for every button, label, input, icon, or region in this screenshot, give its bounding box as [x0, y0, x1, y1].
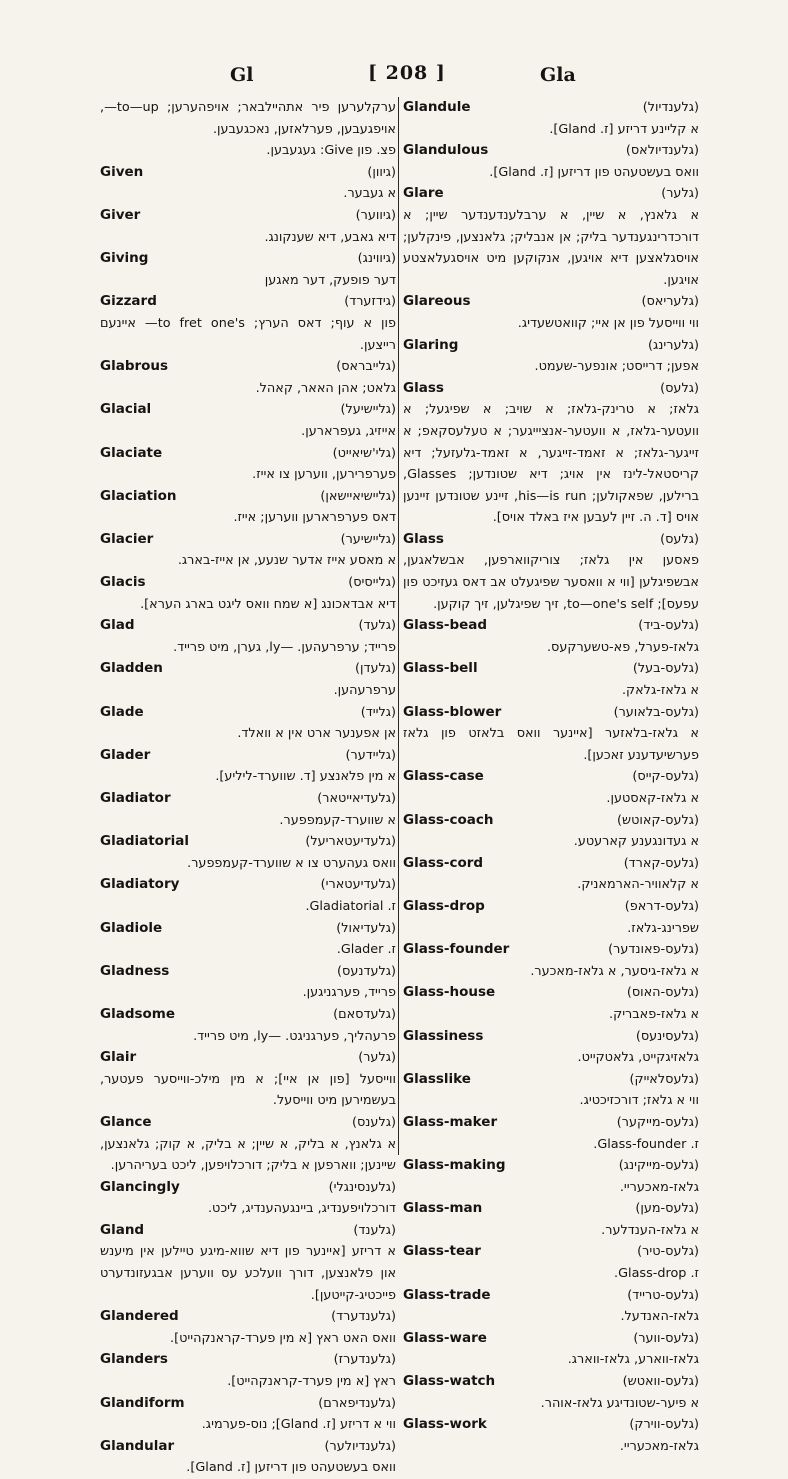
- entry-headword: Glass-maker: [403, 1113, 498, 1130]
- dictionary-entry: [403, 1414, 699, 1457]
- dictionary-entry: [100, 486, 396, 529]
- entry-headword: Gladness: [100, 962, 170, 979]
- entry-headword: Glass-work: [403, 1416, 487, 1433]
- dictionary-entry: [100, 1306, 396, 1349]
- entry-definition: פרייד; ערפרעהען. —ly, גערן, מיט פרייד.: [173, 639, 396, 655]
- entry-pronunciation: (גלעדיעטארי): [320, 877, 396, 893]
- entry-pronunciation: (גיווינג): [357, 251, 396, 267]
- dictionary-entry: [403, 529, 699, 615]
- entry-headword: Glass-man: [403, 1200, 483, 1217]
- entry-headword: Glass-coach: [403, 811, 494, 828]
- entry-headword: Gladden: [100, 660, 163, 677]
- entry-headword: Glass-case: [403, 768, 484, 785]
- entry-headword: Glass-watch: [403, 1373, 496, 1390]
- entry-headword: Glacier: [100, 530, 154, 547]
- entry-definition: ווייסעל [פון אן איי]; א מין מילכ-ווייסער פעטער, בעשמירען מיט ווייסעל.: [100, 1071, 396, 1109]
- entry-definition: פרעהליך, פערגניגט. —ly, מיט פרייד.: [193, 1028, 396, 1044]
- entry-headword: Gladiole: [100, 919, 163, 936]
- entry-headword: Gizzard: [100, 293, 157, 310]
- dictionary-entry: [100, 291, 396, 356]
- dictionary-entry: [100, 443, 396, 486]
- entry-definition: א קלאוויר-הארמאניק.: [577, 877, 699, 893]
- entry-pronunciation: (גלייד): [360, 704, 396, 720]
- entry-headword: Glassiness: [403, 1027, 484, 1044]
- entry-headword: Glacis: [100, 574, 146, 591]
- entry-definition: א פיער-שטונדיגע גלאז-אוהר.: [540, 1395, 699, 1411]
- entry-definition: אייזיג, געפרארען.: [301, 423, 396, 439]
- entry-pronunciation: (גלעס-טרייד): [627, 1287, 699, 1303]
- entry-definition: גלאז-מאכעריי.: [619, 1179, 699, 1195]
- entry-headword: Glass: [403, 530, 444, 547]
- entry-definition: גלאז; א טרינק-גלאז; א שויב; א שפיגעל; א וועטער-גלאז, א וועטער-אנציייגער; א טעלעסקאפ; א זייגער-גלאז; א זאמד-זייגער, א זאמד-גלעזעל; דיא קריסטאל-לינז אין אויג; דיא שטונדען; Glasses, ברילען, שפאקולען; his—is run, זיינע שטונדען זיינען אויס [ד. ה. זיין לעבען איז באלד אויס].: [403, 402, 700, 526]
- entry-definition: ווי א גלאז; דורכזיכטיג.: [579, 1093, 699, 1109]
- entry-definition: ווי א דריזע [ז. Gland]; נוס-פערמיג.: [201, 1417, 396, 1433]
- entry-pronunciation: (גלענדיפארם): [318, 1395, 396, 1411]
- entry-pronunciation: (גלעסלאייק): [629, 1071, 699, 1087]
- entry-headword: Giver: [100, 206, 141, 223]
- entry-pronunciation: (גלערינג): [647, 337, 699, 353]
- entry-definition: וואס האט ראץ [א מין פערד-קראנקהייט].: [170, 1330, 396, 1346]
- entry-definition: א גלאנץ, א בליק, א שיין; א בליק, א קוק; גלאנצען, שיינען; ווארפען א בליק; דורכלויפען, ליכט בעריהרען.: [100, 1136, 396, 1174]
- dictionary-entry: [403, 658, 699, 701]
- entry-pronunciation: (גלעס-בלאוער): [613, 704, 699, 720]
- dictionary-entry: [100, 702, 396, 745]
- entry-headword: Glass-bell: [403, 660, 478, 677]
- entry-pronunciation: (גלער): [358, 1050, 396, 1066]
- dictionary-entry: [403, 702, 699, 767]
- entry-pronunciation: (גלעס-טיר): [637, 1244, 699, 1260]
- dictionary-entry: [100, 572, 396, 615]
- entry-headword: Glandulous: [403, 142, 489, 159]
- entry-definition: א גלאז-גיסער, א גלאז-מאכער.: [530, 963, 699, 979]
- entry-definition: דאס פערפרארען ווערען; אייז.: [233, 510, 396, 526]
- entry-pronunciation: (גלענדיולאס): [625, 143, 699, 159]
- entry-definition: א גלאז-הענדלער.: [601, 1222, 699, 1238]
- entry-headword: Glass-bead: [403, 617, 488, 634]
- entry-definition: פרייד, פערגניגען.: [302, 985, 396, 1001]
- entry-pronunciation: (גלעסינעס): [635, 1028, 699, 1044]
- entry-definition: א גלאז-פאבריק.: [609, 1006, 699, 1022]
- entry-definition: גלאז-ווארע, גלאז-ווארג.: [567, 1352, 699, 1368]
- dictionary-entry: [100, 1047, 396, 1112]
- entry-definition: א געדונגענע קארעטע.: [573, 834, 699, 850]
- entry-headword: Glareous: [403, 293, 471, 310]
- entry-headword: Giving: [100, 250, 149, 267]
- dictionary-entry: [403, 1198, 699, 1241]
- dictionary-entry: [403, 335, 699, 378]
- entry-definition: ז. Glass-founder.: [593, 1136, 699, 1152]
- entry-definition: א קליינע דריזע [ז. Gland].: [549, 121, 699, 137]
- entry-headword: Glader: [100, 746, 151, 763]
- left-column: [100, 97, 396, 1476]
- dictionary-entry: [403, 140, 699, 183]
- entry-headword: Glacial: [100, 401, 152, 418]
- entry-pronunciation: (גלעס-קארד): [623, 855, 699, 871]
- entry-pronunciation: (גלעס-דראפ): [624, 898, 699, 914]
- right-column: [403, 97, 700, 1454]
- entry-pronunciation: (גלעריאס): [641, 294, 699, 310]
- entry-pronunciation: (גידזערד): [344, 294, 396, 310]
- dictionary-entry: [100, 248, 396, 291]
- dictionary-entry: [100, 399, 396, 442]
- dictionary-entry: [100, 745, 396, 788]
- entry-definition: פון א עוף; דאס הערץ; to fret one's— איינעם רייצען.: [100, 315, 396, 353]
- entry-definition: א מין פלאנצע [ד. שווערד-ליליע].: [215, 769, 396, 785]
- entry-headword: Glass-ware: [403, 1329, 487, 1346]
- entry-headword: Glass-house: [403, 984, 496, 1001]
- dictionary-entry: [403, 378, 699, 529]
- entry-pronunciation: (גלעד): [358, 618, 396, 634]
- page-number: [ 208 ]: [368, 62, 446, 84]
- entry-definition: וואס בעשטעהט פון דריזען [ז. Gland].: [186, 1460, 396, 1476]
- dictionary-entry: [100, 162, 396, 205]
- entry-definition: גלאז-מאכעריי.: [619, 1438, 699, 1454]
- entry-pronunciation: (גלענד): [353, 1222, 396, 1238]
- entry-pronunciation: (גליידער): [345, 747, 396, 763]
- dictionary-entry: [403, 1328, 699, 1371]
- dictionary-entry: [403, 615, 699, 658]
- entry-headword: Glandule: [403, 99, 471, 115]
- dictionary-entry: [403, 1285, 699, 1328]
- entry-definition: דורכלויפענדיג, ביינגעהענדיג, ליכט.: [207, 1201, 396, 1217]
- entry-pronunciation: (גלעס-וואטש): [622, 1374, 699, 1390]
- entry-headword: Gladiatorial: [100, 833, 189, 850]
- entry-definition: אפען; דרייסט; אונפער-שעמט.: [534, 359, 699, 375]
- entry-pronunciation: (גלעדסאם): [333, 1006, 396, 1022]
- entry-headword: Gladiator: [100, 790, 171, 806]
- entry-definition: ז. Gladiatorial.: [305, 898, 396, 914]
- entry-headword: Glade: [100, 703, 144, 720]
- dictionary-entry: [100, 97, 396, 140]
- entry-headword: Glare: [403, 185, 444, 202]
- page-header: [100, 60, 700, 90]
- entry-definition: פאסען אין גלאז; צוריקווארפען, אבשלאגען, אבשפיגלען [ווי א וואסער שפיגעלט אב דאס געזיכט פון עפעס]; to—one's self, זיך שפיגלען, זיך קוקען.: [403, 553, 699, 612]
- entry-pronunciation: (גיוון): [367, 164, 396, 180]
- dictionary-entry: [100, 788, 396, 831]
- dictionary-entry: [403, 1155, 699, 1198]
- entry-headword: Glass-drop: [403, 897, 485, 914]
- header-left-guide: Gl: [230, 64, 254, 86]
- dictionary-entry: [100, 615, 396, 658]
- entry-definition: א מאסע אייז אדער שנעע, אן אייז-בארג.: [177, 553, 396, 569]
- dictionary-entry: [403, 1241, 699, 1284]
- entry-headword: Glass-tear: [403, 1243, 481, 1260]
- entry-definition: א שווערד-קעמפפער.: [279, 812, 396, 828]
- entry-pronunciation: (גלעדיאול): [336, 920, 396, 936]
- dictionary-entry: [403, 1026, 699, 1069]
- entry-headword: Gladiatory: [100, 876, 180, 893]
- entry-pronunciation: (גלעס-קאוטש): [617, 812, 699, 828]
- entry-definition: ז. Glader.: [336, 942, 396, 958]
- entry-definition: דער פופעק, דער מאגען: [264, 272, 396, 288]
- entry-headword: Glad: [100, 617, 135, 634]
- entry-pronunciation: (גלער): [661, 186, 699, 202]
- entry-pronunciation: (גלעס-מייקינג): [618, 1158, 699, 1174]
- dictionary-entry: [100, 658, 396, 701]
- entry-headword: Glandered: [100, 1308, 179, 1325]
- entry-headword: Glass-cord: [403, 854, 484, 871]
- entry-pronunciation: (גליישיער): [340, 531, 396, 547]
- dictionary-entry: [100, 1112, 396, 1177]
- dictionary-entry: [100, 356, 396, 399]
- entry-pronunciation: (גלעס-מען): [635, 1201, 699, 1217]
- entry-definition: פערפרירען, ווערען צו אייז.: [252, 467, 396, 483]
- dictionary-entry: [100, 918, 396, 961]
- entry-pronunciation: (גלענסינגלי): [328, 1179, 396, 1195]
- entry-pronunciation: (גליישיאיישאן): [320, 488, 396, 504]
- entry-pronunciation: (גלעדן): [354, 661, 396, 677]
- entry-definition: גלאזיגקייט, גלאטקייט.: [577, 1050, 699, 1066]
- dictionary-entry: [100, 529, 396, 572]
- entry-pronunciation: (גליישיעל): [340, 402, 396, 418]
- entry-headword: Glasslike: [403, 1070, 471, 1087]
- entry-headword: Gladsome: [100, 1005, 176, 1022]
- entry-definition: א גלאנץ, א שיין, א ערבלענדענדער שיין; א דורכדרינגענדער בליק; אן אנבליק; גלאנצען, פינקלען; אויסגלאצען דיא אויגען, אנקוקען מיט אויסגעלאצטע אויגען.: [403, 207, 699, 288]
- dictionary-entry: [403, 982, 699, 1025]
- entry-pronunciation: (גלעס-פאונדער): [608, 942, 699, 958]
- dictionary-entry: [100, 831, 396, 874]
- entry-pronunciation: (גלעס-מייקער): [616, 1114, 699, 1130]
- entry-headword: Glair: [100, 1049, 137, 1066]
- entry-headword: Given: [100, 163, 144, 180]
- entry-pronunciation: (גלעס): [660, 380, 699, 396]
- entry-pronunciation: (גלענדערז): [333, 1352, 396, 1368]
- entry-headword: Gland: [100, 1221, 145, 1238]
- dictionary-entry: [100, 140, 396, 162]
- entry-pronunciation: (גלייבראס): [336, 359, 396, 375]
- entry-headword: Glabrous: [100, 358, 169, 375]
- entry-pronunciation: (גלעדנעס): [337, 963, 396, 979]
- entry-definition: גלאט; אהן האאר, קאהל.: [255, 380, 396, 396]
- entry-pronunciation: (גלייסיס): [348, 575, 396, 591]
- dictionary-entry: [403, 810, 699, 853]
- entry-definition: שפרינג-גלאז.: [627, 920, 699, 936]
- entry-pronunciation: (גלענדערד): [331, 1309, 396, 1325]
- entry-pronunciation: (גלעס-ווער): [633, 1330, 699, 1346]
- entry-headword: Glance: [100, 1113, 152, 1130]
- entry-definition: ראץ [א מין פערד-קראנקהייט].: [227, 1374, 396, 1390]
- entry-headword: Glass-blower: [403, 703, 502, 720]
- entry-headword: Glanders: [100, 1351, 168, 1368]
- entry-definition: ערפרעהען.: [333, 683, 396, 699]
- entry-headword: Glancingly: [100, 1178, 180, 1195]
- entry-definition: ערקלערען פיר אתהיילבאר; אויפהערען; to—up—, אויפגעבען, פערלאזען, נאכגעבען.: [100, 100, 396, 137]
- dictionary-entry: [403, 939, 699, 982]
- entry-pronunciation: (גלעדיעטאריעל): [305, 834, 396, 850]
- header-right-guide: Gla: [540, 64, 576, 86]
- dictionary-entry: [403, 183, 699, 291]
- column-divider: [398, 97, 399, 1155]
- entry-headword: Glandiform: [100, 1394, 185, 1411]
- dictionary-entry: [403, 766, 699, 809]
- entry-headword: Glaciation: [100, 487, 177, 504]
- entry-headword: Glass-founder: [403, 941, 510, 958]
- dictionary-entry: [403, 1069, 699, 1112]
- dictionary-entry: [100, 1004, 396, 1047]
- dictionary-entry: [100, 1436, 396, 1479]
- entry-headword: Glass-trade: [403, 1286, 491, 1303]
- entry-headword: Glandular: [100, 1437, 175, 1454]
- entry-pronunciation: (גלעדיאייטאר): [317, 791, 396, 806]
- entry-definition: פצ. פון Give: געגעבען.: [266, 143, 396, 159]
- entry-definition: גלאז-האנדעל.: [620, 1309, 699, 1325]
- entry-definition: וואס בעשטעהט פון דריזען [ז. Gland].: [489, 164, 699, 180]
- dictionary-entry: [100, 1393, 396, 1436]
- dictionary-entry: [100, 1349, 396, 1392]
- dictionary-entry: [403, 1371, 699, 1414]
- entry-headword: Glass-making: [403, 1157, 506, 1174]
- dictionary-entry: [403, 896, 699, 939]
- entry-pronunciation: (גלעס-האוס): [626, 985, 699, 1001]
- entry-definition: א דריזע [איינער פון דיא שווא-מיגע טיילען אין מיענש און פלאנצען, דורך וועלכע עס ווערען אבגעזונדערט פייכטיג-קייטען].: [100, 1244, 396, 1303]
- entry-definition: אן אפענער ארט אין א וואלד.: [237, 726, 396, 742]
- dictionary-entry: [100, 961, 396, 1004]
- entry-pronunciation: (גלעס-בעל): [632, 661, 699, 677]
- entry-definition: ווי ווייסעל פון אן איי; קוואטשעדיג.: [517, 315, 699, 331]
- entry-definition: א גלאז-בלאזער [איינער וואס בלאזט פון גלאז פערשיעדענע זאכען].: [403, 726, 699, 763]
- entry-headword: Glaciate: [100, 444, 163, 461]
- entry-definition: וואס געהערט צו א שווערד-קעמפפער.: [187, 855, 396, 871]
- dictionary-entry: [100, 1177, 396, 1220]
- entry-pronunciation: (גלענס): [352, 1114, 396, 1130]
- entry-definition: ז. Glass-drop.: [614, 1266, 699, 1282]
- entry-pronunciation: (גלעס-ביד): [638, 618, 699, 634]
- dictionary-entry: [100, 874, 396, 917]
- dictionary-entry: [100, 1220, 396, 1306]
- entry-headword: Glass: [403, 379, 444, 396]
- entry-definition: א גלאז-גלאק.: [621, 683, 699, 699]
- dictionary-entry: [403, 97, 699, 140]
- dictionary-entry: [100, 205, 396, 248]
- entry-pronunciation: (גלעס-ווירק): [629, 1417, 699, 1433]
- dictionary-entry: [403, 853, 699, 896]
- entry-definition: דיא אבדאכונג [א שמח וואס ליגט בארג הערא].: [140, 596, 396, 612]
- entry-definition: גלאז-פערל, פא-טשערקעס.: [546, 639, 699, 655]
- dictionary-entry: [403, 291, 699, 334]
- entry-pronunciation: (גלי'שיאייט): [332, 445, 396, 461]
- entry-pronunciation: (גלעס-קייס): [632, 769, 699, 785]
- entry-pronunciation: (גיווער): [355, 207, 396, 223]
- entry-headword: Glaring: [403, 336, 459, 353]
- dictionary-entry: [403, 1112, 699, 1155]
- entry-definition: דיא גאבע, דיא שענקונג.: [264, 229, 396, 245]
- entry-pronunciation: (גלענדיול): [642, 100, 699, 115]
- entry-definition: א גלאז-קאסטען.: [606, 791, 699, 806]
- entry-definition: א געבער.: [343, 186, 396, 202]
- entry-pronunciation: (גלענדיולער): [324, 1438, 396, 1454]
- entry-pronunciation: (גלעס): [660, 531, 699, 547]
